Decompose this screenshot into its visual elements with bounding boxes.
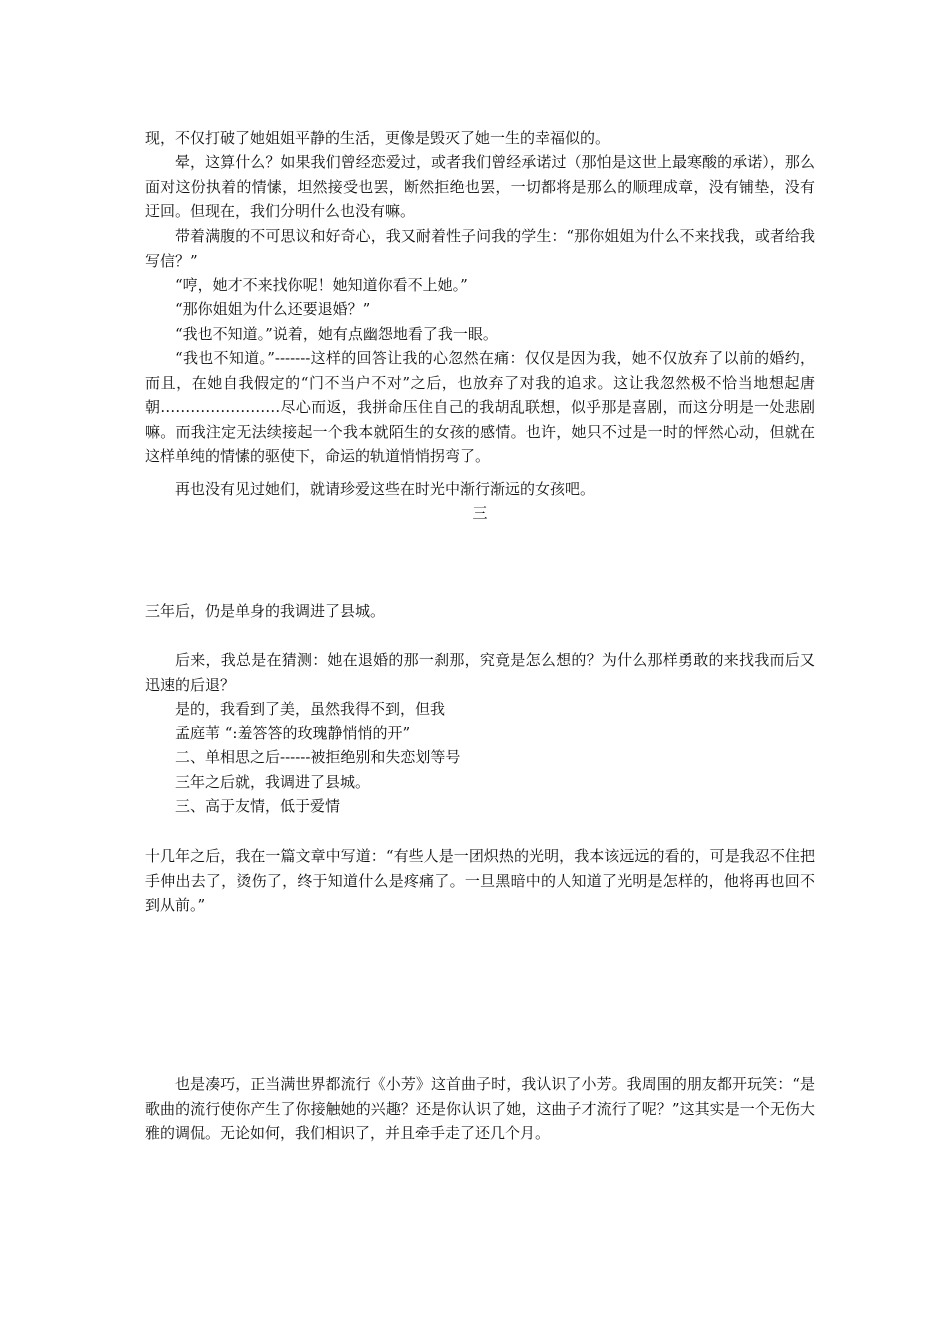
paragraph-closing: 再也没有见过她们，就请珍爱这些在时光中渐行渐远的女孩吧。 — [175, 480, 596, 498]
outline-note: 孟庭苇 “:羞答答的玫瑰静悄悄的开” — [175, 724, 411, 742]
paragraph: 后来，我总是在猜测：她在退婚的那一刹那，究竟是怎么想的？为什么那样勇敢的来找我而后又迅速的后退？ — [145, 651, 815, 694]
outline-note: 三年之后就，我调进了县城。 — [175, 773, 371, 791]
paragraph-reflection: “我也不知道。”-------这样的回答让我的心忽然在痛：仅仅是因为我，她不仅放弃了以前的婚约，而且，在她自我假定的“门不当户不对”之后，也放弃了对我的追求。这让我忽然极不恰当地想起唐朝……………………尽心而返，我拼命压住自己的我胡乱联想，似乎那是喜剧，而这分明是一处悲剧嘛。而我注定无法续接起一个我本就陌生的女孩的感情。也许，她只不过是一时的怦然心动，但就在这样单纯的情愫的驱使下，命运的轨道悄悄拐弯了。 — [145, 349, 815, 465]
paragraph-continuation: 现，不仅打破了她姐姐平静的生活，更像是毁灭了她一生的幸福似的。 — [145, 129, 611, 147]
outline-note: 是的，我看到了美，虽然我得不到，但我 — [175, 700, 446, 718]
outline-item: 二、单相思之后------被拒绝别和失恋划等号 — [175, 748, 461, 766]
dialogue-line: “那你姐姐为什么还要退婚？” — [175, 300, 371, 318]
paragraph-quote: 十几年之后，我在一篇文章中写道：“有些人是一团炽热的光明，我本该远远的看的，可是我忍不住把手伸出去了，烫伤了，终于知道什么是疼痛了。一旦黑暗中的人知道了光明是怎样的，他将再也回不到从前。” — [145, 847, 815, 914]
paragraph-reflection: 晕，这算什么？如果我们曾经恋爱过，或者我们曾经承诺过（那怕是这世上最寒酸的承诺），那么面对这份执着的情愫，坦然接受也罢，断然拒绝也罢，一切都将是那么的顺理成章，没有铺垫，没有迂回。但现在，我们分明什么也没有嘛。 — [145, 153, 815, 220]
dialogue-line: “我也不知道。”说着，她有点幽怨地看了我一眼。 — [175, 325, 498, 343]
section-heading: 三 — [472, 504, 488, 522]
paragraph: 三年后，仍是单身的我调进了县城。 — [145, 602, 386, 620]
paragraph-question: 带着满腹的不可思议和好奇心，我又耐着性子问我的学生：“那你姐姐为什么不来找我，或者给我写信？” — [145, 227, 815, 270]
dialogue-line: “哼，她才不来找你呢！她知道你看不上她。” — [175, 276, 468, 294]
outline-item: 三、高于友情，低于爱情 — [175, 797, 341, 815]
paragraph: 也是凑巧，正当满世界都流行《小芳》这首曲子时，我认识了小芳。我周围的朋友都开玩笑：“是歌曲的流行使你产生了你接触她的兴趣？还是你认识了她，这曲子才流行了呢？”这其实是一个无伤大雅的调侃。无论如何，我们相识了，并且牵手走了还几个月。 — [145, 1075, 815, 1142]
